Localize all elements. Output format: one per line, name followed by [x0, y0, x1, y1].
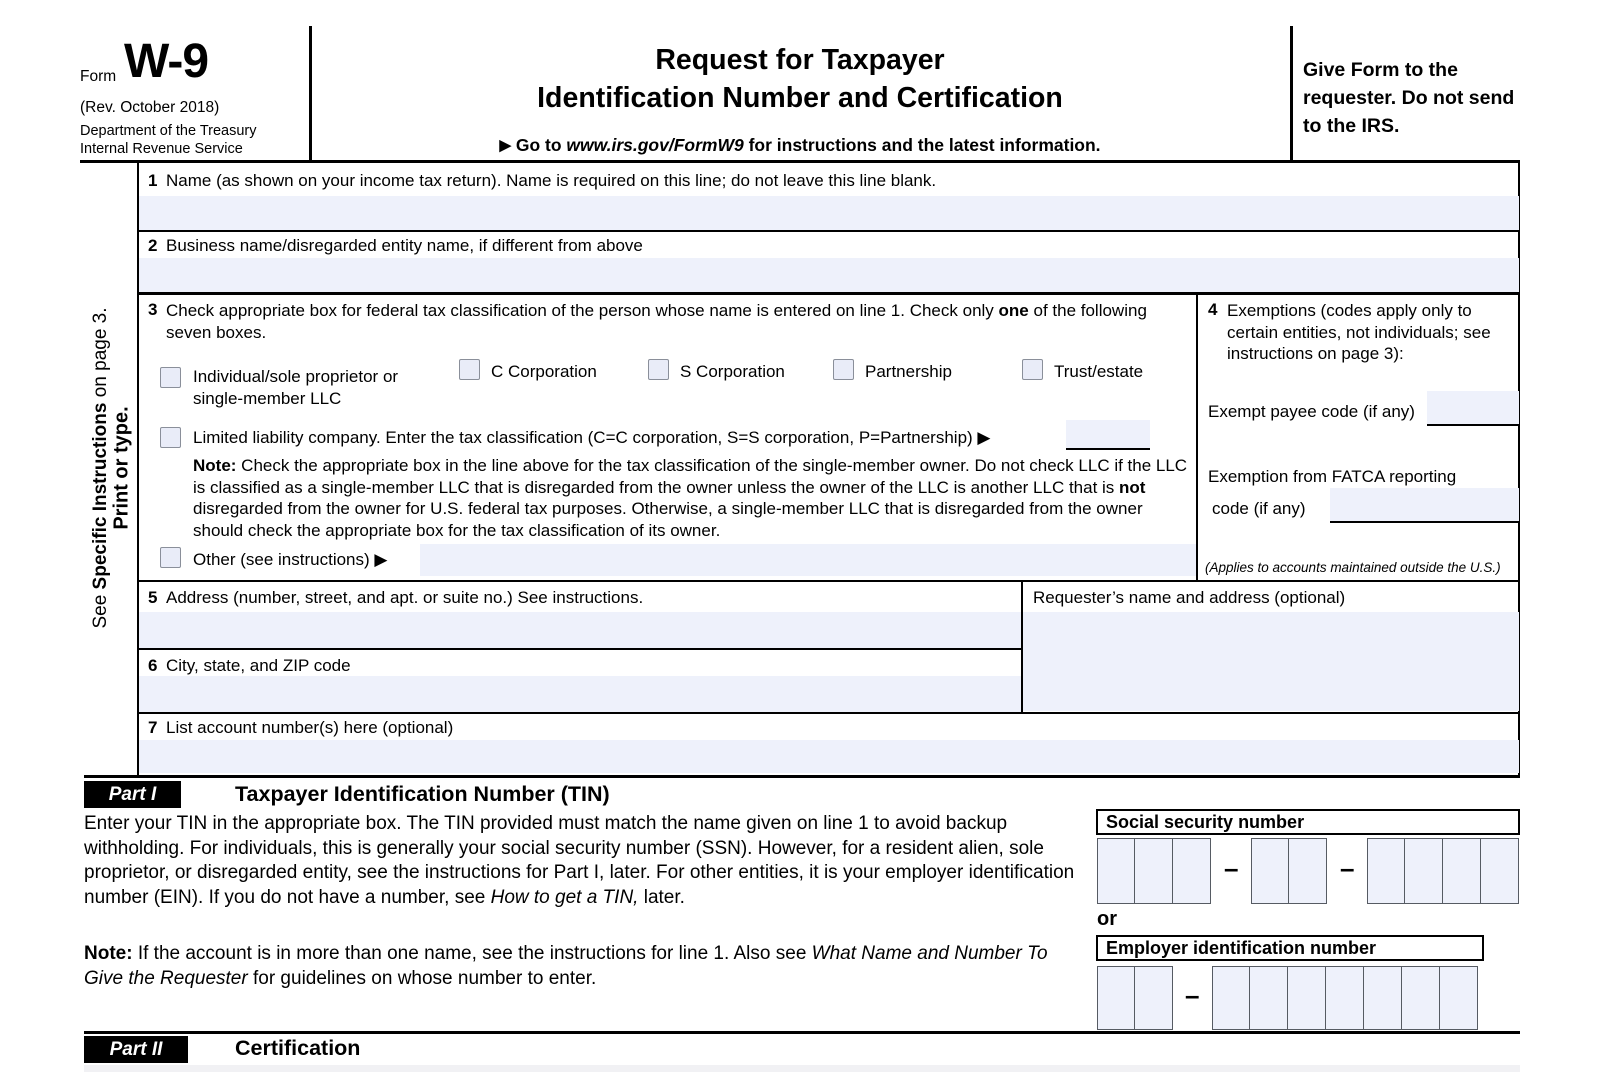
checkbox-c-corporation-label: C Corporation: [491, 362, 597, 381]
line2-label: Business name/disregarded entity name, if different from above: [166, 236, 643, 255]
part1-note-italic: What Name and Number To Give the Requester: [84, 943, 1048, 989]
address-input[interactable]: [139, 612, 1021, 648]
ein-group-1: [1097, 966, 1173, 1030]
form-number: W-9: [124, 35, 209, 88]
part1-note-seg1: If the account is in more than one name, see the instructions for line 1. Also see: [132, 943, 812, 964]
line1-label: Name (as shown on your income tax return). Name is required on this line; do not leave this line blank.: [166, 171, 937, 190]
ssn-label-box: Social security number: [1096, 809, 1520, 835]
llc-note-seg2: disregarded from the owner for U.S. federal tax purposes. Otherwise, a single-member LLC that is disregarded from the owner should check the appropriate box for the tax classification of its owner.: [193, 499, 1143, 540]
fatca-label-line2: code (if any): [1212, 499, 1306, 518]
header-divider-left: [309, 26, 312, 161]
goto-text-pre: Go to: [515, 135, 567, 155]
sidebar-see-pre: See: [90, 589, 111, 629]
line4-number: 4: [1208, 300, 1218, 319]
goto-text-post: for instructions and the latest information.: [743, 135, 1101, 155]
checkbox-individual[interactable]: [160, 367, 181, 388]
sidebar-see-bold: Specific Instructions: [90, 402, 111, 590]
or-label: or: [1097, 908, 1117, 930]
sidebar-see-instructions: [90, 307, 112, 628]
ssn-group-2: [1251, 838, 1327, 904]
ein-group-2: [1212, 966, 1478, 1030]
business-name-input[interactable]: [139, 258, 1519, 292]
part1-instructions-italic: How to get a TIN,: [490, 886, 639, 908]
form-word-label: Form: [80, 68, 117, 85]
requester-label: Requester’s name and address (optional): [1033, 588, 1346, 607]
tin-digit-cell[interactable]: [1135, 966, 1173, 1030]
ssn-group-3: [1367, 838, 1519, 904]
exempt-payee-input[interactable]: [1427, 391, 1519, 426]
form-title: [320, 41, 1280, 117]
form-title-line1: Request for Taxpayer: [655, 44, 945, 76]
llc-note-bold2: not: [1119, 477, 1146, 497]
tin-digit-cell[interactable]: [1097, 838, 1135, 904]
line2-number: 2: [148, 236, 158, 255]
goto-url-link[interactable]: www.irs.gov/FormW9: [566, 135, 744, 155]
ssn-dash-2: –: [1340, 853, 1355, 883]
row6-divider: [137, 712, 1520, 714]
tin-digit-cell[interactable]: [1212, 966, 1250, 1030]
line4-label: Exemptions (codes apply only to certain entities, not individuals; see instructions on page 3):: [1227, 301, 1491, 363]
line1-number: 1: [148, 171, 158, 190]
part1-instructions: [84, 812, 1078, 910]
line6-label: City, state, and ZIP code: [166, 656, 351, 675]
city-state-zip-input[interactable]: [139, 676, 1021, 712]
line5-label: Address (number, street, and apt. or suite no.) See instructions.: [166, 588, 644, 607]
llc-note-seg1: Check the appropriate box in the line above for the tax classification of the single-member owner. Do not check LLC if the LLC is classified as a single-member LLC that is disregarded from the owner unless the owner of the LLC is another LLC that is: [193, 456, 1188, 497]
sidebar-print-or-type: Print or type.: [110, 406, 133, 530]
form-revision: (Rev. October 2018): [80, 99, 220, 116]
checkbox-partnership[interactable]: [833, 359, 854, 380]
tin-digit-cell[interactable]: [1367, 838, 1405, 904]
tin-digit-cell[interactable]: [1250, 966, 1288, 1030]
applies-note: (Applies to accounts maintained outside the U.S.): [1205, 560, 1501, 575]
llc-note: [193, 455, 1195, 541]
tin-digit-cell[interactable]: [1440, 966, 1478, 1030]
tin-digit-cell[interactable]: [1402, 966, 1440, 1030]
llc-note-bold: Note:: [193, 456, 237, 475]
section4-divider: [1196, 293, 1198, 582]
part2-heading: Certification: [235, 1036, 361, 1060]
checkbox-trust-estate-label: Trust/estate: [1054, 362, 1144, 381]
part1-note-bold: Note:: [84, 943, 133, 964]
ein-label-box: Employer identification number: [1096, 935, 1484, 961]
form-title-line2: Identification Number and Certification: [537, 82, 1063, 114]
arrow-right-icon: ▶: [499, 137, 511, 154]
line3-label-post: of the following seven boxes.: [166, 301, 1147, 342]
part1-note-seg2: for guidelines on whose number to enter.: [247, 967, 597, 989]
tin-digit-cell[interactable]: [1135, 838, 1173, 904]
line3-label-bold: one: [998, 301, 1029, 320]
account-numbers-input[interactable]: [139, 740, 1519, 773]
line3-label: [166, 300, 1181, 344]
part1-instructions-seg1: Enter your TIN in the appropriate box. The TIN provided must match the name given on line 1 to avoid backup withholding. For individuals, this is generally your social security number (SSN). However, for a resident alien, sole proprietor, or disregarded entity, see the instructions for Part I, later. For other entities, it is your employer identification number (EIN). If you do not have a number, see: [84, 813, 1075, 908]
checkbox-s-corporation[interactable]: [648, 359, 669, 380]
part2-tab: Part II: [84, 1036, 188, 1063]
ssn-group-1: [1097, 838, 1211, 904]
treasury-dept-label: Department of the Treasury: [80, 123, 257, 139]
exempt-payee-label: Exempt payee code (if any): [1208, 402, 1415, 421]
part2-content-strip: [84, 1065, 1520, 1072]
checkbox-llc-label: Limited liability company. Enter the tax classification (C=C corporation, S=S corporation, P=Partnership) ▶: [193, 428, 991, 447]
section3-bottom-divider: [137, 580, 1520, 582]
tin-digit-cell[interactable]: [1481, 838, 1519, 904]
checkbox-other-label: Other (see instructions) ▶: [193, 550, 388, 569]
checkbox-c-corporation[interactable]: [459, 359, 480, 380]
line3-number: 3: [148, 300, 158, 319]
checkbox-partnership-label: Partnership: [865, 362, 952, 381]
part1-heading: Taxpayer Identification Number (TIN): [235, 782, 610, 806]
tin-digit-cell[interactable]: [1364, 966, 1402, 1030]
tin-digit-cell[interactable]: [1288, 966, 1326, 1030]
line5-number: 5: [148, 588, 158, 607]
part1-tab: Part I: [84, 781, 181, 808]
tin-digit-cell[interactable]: [1405, 838, 1443, 904]
tin-digit-cell[interactable]: [1443, 838, 1481, 904]
tin-digit-cell[interactable]: [1289, 838, 1327, 904]
line7-label: List account number(s) here (optional): [166, 718, 454, 737]
part2-top-rule: [84, 1031, 1520, 1034]
requester-input[interactable]: [1023, 612, 1519, 711]
irs-label: Internal Revenue Service: [80, 141, 243, 157]
tin-digit-cell[interactable]: [1326, 966, 1364, 1030]
checkbox-individual-label: Individual/sole proprietor or single-member LLC: [193, 367, 399, 408]
name-input[interactable]: [139, 196, 1519, 230]
fatca-label-line1: Exemption from FATCA reporting: [1208, 467, 1457, 486]
header-divider-right: [1290, 26, 1293, 161]
other-input[interactable]: [420, 544, 1196, 576]
line3-label-pre: Check appropriate box for federal tax classification of the person whose name is entered on line 1. Check only: [166, 301, 999, 320]
ssn-dash-1: –: [1224, 853, 1239, 883]
give-form-notice: Give Form to the requester. Do not send to the IRS.: [1303, 59, 1515, 137]
checkbox-trust-estate[interactable]: [1022, 359, 1043, 380]
fatca-code-input[interactable]: [1330, 488, 1519, 523]
checkbox-other[interactable]: [160, 547, 181, 568]
tin-digit-cell[interactable]: [1097, 966, 1135, 1030]
tin-digit-cell[interactable]: [1251, 838, 1289, 904]
tin-digit-cell[interactable]: [1173, 838, 1211, 904]
checkbox-llc[interactable]: [160, 427, 181, 448]
checkbox-s-corporation-label: S Corporation: [680, 362, 785, 381]
row5-divider: [137, 648, 1023, 650]
line7-number: 7: [148, 718, 158, 737]
sidebar-see-post: on page 3.: [90, 307, 111, 403]
line6-number: 6: [148, 656, 158, 675]
header-rule: [80, 160, 1520, 163]
part1-top-rule: [84, 775, 1520, 778]
part1-instructions-seg2: later.: [638, 886, 685, 908]
row1-divider: [137, 230, 1520, 232]
part1-note: [84, 942, 1078, 991]
ein-dash: –: [1185, 980, 1200, 1010]
goto-instructions-line: [320, 135, 1280, 156]
row2-divider: [137, 292, 1520, 295]
llc-classification-input[interactable]: [1066, 420, 1150, 450]
